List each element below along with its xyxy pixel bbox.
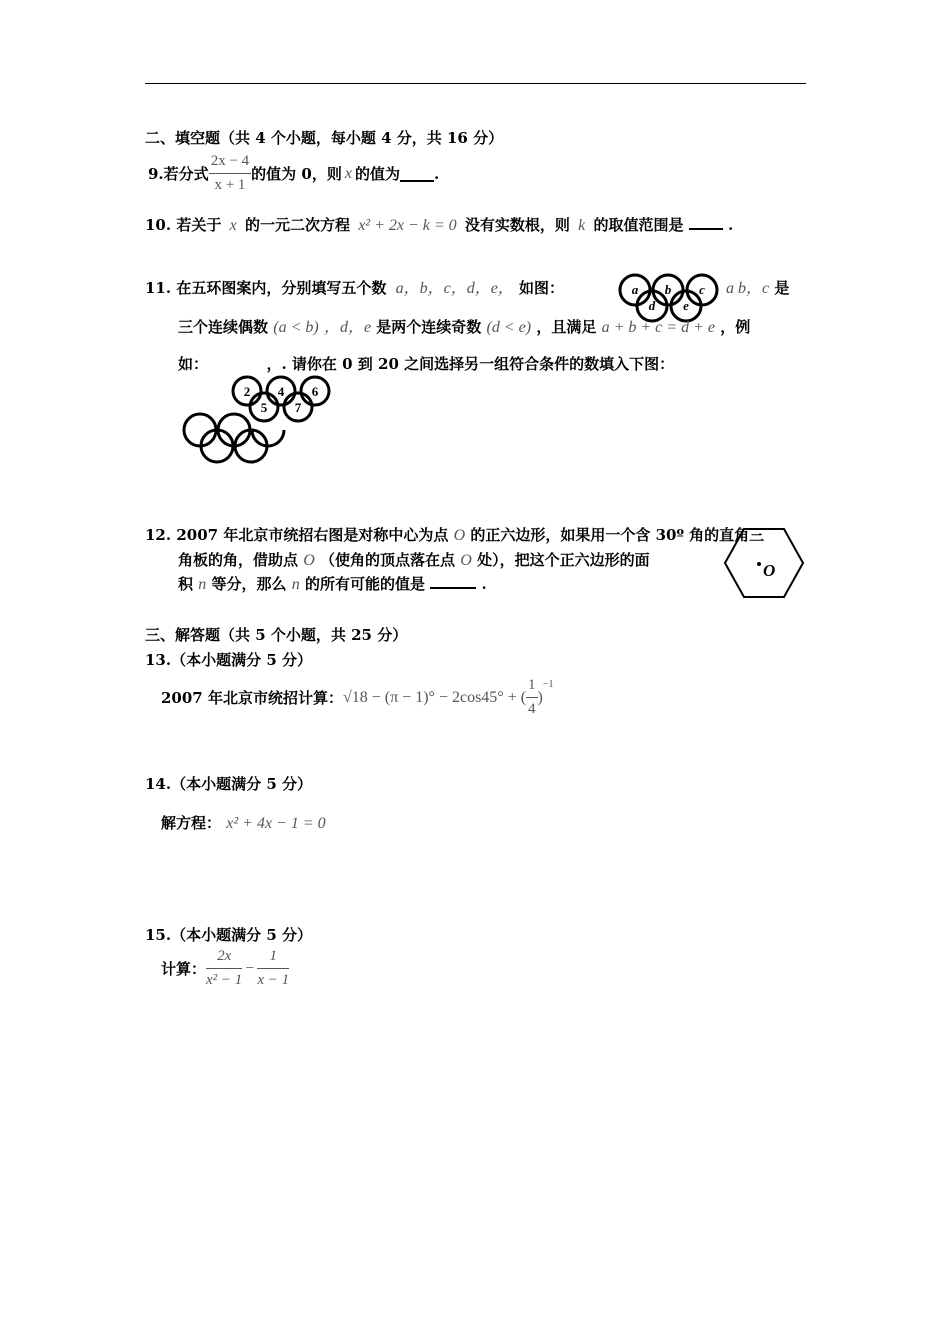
q10-equation: x² + 2x − k = 0: [358, 217, 457, 234]
q15-body: [161, 948, 289, 989]
q9-mid: 的值为 0，则: [251, 165, 342, 183]
q14-body: [161, 812, 326, 833]
section-2-heading: 二、填空题（共 4 个小题，每小题 4 分，共 16 分）: [145, 129, 504, 147]
q12-end: .: [481, 575, 487, 593]
q12-O-2: O: [303, 552, 315, 569]
q11-line1-end: 是: [774, 279, 790, 297]
q10-var: x: [229, 217, 237, 234]
q11-line3-text: ，. 请你在 0 到 20 之间选择另一组符合条件的数填入下图：: [266, 355, 675, 373]
question-10: [145, 214, 733, 235]
q12-line-2: [178, 549, 650, 570]
q12-line-1: [145, 524, 764, 545]
q11-cond3: a + b + c = d + e: [601, 319, 715, 336]
q9-fraction: [209, 153, 251, 194]
q15-frac2-num: 1: [257, 948, 289, 969]
example-number-4: 4: [277, 384, 285, 399]
q10-number: 10.: [145, 216, 172, 234]
q13-title: 13.（本小题满分 5 分）: [145, 651, 312, 669]
header-rule: [145, 83, 806, 84]
q10-end: .: [728, 216, 734, 234]
q12-line1: 2007 年北京市统招右图是对称中心为点: [176, 526, 449, 544]
q12-line3b: 等分，那么: [211, 575, 287, 593]
q11-line2-pre: 三个连续偶数: [178, 318, 269, 336]
example-number-7: 7: [294, 400, 302, 415]
q9-frac-den: x + 1: [214, 177, 246, 193]
q11-line2-mid2: 是两个连续奇数: [376, 318, 482, 336]
q11-line1-pre: 在五环图案内，分别填写五个数: [176, 279, 387, 297]
q10-mid2: 没有实数根，则: [464, 216, 570, 234]
q15-title: 15.（本小题满分 5 分）: [145, 926, 312, 944]
q11-number: 11.: [145, 279, 172, 297]
section-3-heading: 三、解答题（共 5 个小题，共 25 分）: [145, 626, 408, 644]
q11-line2-mid: ，d，e: [323, 319, 372, 336]
q11-cond1: (a < b): [273, 319, 319, 336]
q10-var2: k: [578, 217, 586, 234]
q12-line2b: （使角的顶点落在点: [320, 551, 456, 569]
q12-O-1: O: [453, 527, 466, 544]
q11-line-1: [145, 275, 564, 298]
q12-line1b: 的正六边形，如果用一个含 30º 角的直角三: [470, 526, 765, 544]
q11-line-2: [178, 314, 750, 337]
hexagon-center-label: O: [763, 561, 776, 580]
q14-text: 解方程：: [161, 814, 222, 832]
q9-var: x: [344, 164, 352, 182]
q11-line2-end: ，例: [720, 318, 751, 336]
q15-frac1-den: x² − 1: [206, 972, 243, 988]
q10-mid: 的一元二次方程: [244, 216, 350, 234]
q13-expression: √18 − (π − 1)° − 2cos45° + (: [342, 688, 527, 706]
ring-label-e: e: [683, 298, 689, 313]
q12-answer-blank[interactable]: [430, 573, 476, 589]
five-rings-blank-figure[interactable]: [180, 410, 290, 466]
regular-hexagon-figure: [722, 526, 806, 600]
q15-frac2-den: x − 1: [257, 972, 290, 988]
example-number-2: 2: [243, 384, 251, 399]
q12-number: 12.: [145, 526, 172, 544]
q12-line3c: 的所有可能的值是: [304, 575, 425, 593]
q12-line2a: 角板的角，借助点: [178, 551, 299, 569]
q11-line3-pre: 如：: [178, 355, 209, 373]
q12-line2c: 处），把这个正六边形的面: [477, 551, 650, 569]
q11-line2-mid3: ，且满足: [536, 318, 597, 336]
q11-vars: a，b，c，d，e，: [395, 280, 514, 297]
q13-frac-den: 4: [528, 701, 536, 717]
q13-frac-num: 1: [526, 677, 538, 698]
q12-n-2: n: [291, 576, 300, 593]
question-9: [148, 153, 439, 194]
q15-text: 计算：: [161, 960, 207, 978]
q12-line-3: [178, 573, 487, 594]
q15-operator: −: [245, 959, 255, 977]
ring-label-c: c: [699, 282, 705, 297]
q14-equation: x² + 4x − 1 = 0: [226, 815, 326, 832]
ring-label-d: d: [648, 298, 656, 313]
q12-line3a: 积: [178, 575, 194, 593]
q9-end: .: [433, 164, 440, 183]
ring-label-a: a: [631, 282, 639, 297]
q9-number: 9.: [148, 164, 164, 183]
q11-line-3: [178, 353, 674, 374]
q10-pre: 若关于: [176, 216, 222, 234]
q9-pre: 若分式: [163, 165, 209, 183]
q11-line1-mid: 如图：: [519, 279, 565, 297]
q15-fraction-1: [206, 948, 242, 989]
q9-post: 的值为: [354, 165, 400, 183]
q13-expression-close: ): [537, 688, 543, 706]
q15-frac1-num: 2x: [206, 948, 242, 969]
ring-label-b: b: [664, 282, 672, 297]
hexagon-center-point: [757, 562, 761, 566]
q14-title: 14.（本小题满分 5 分）: [145, 775, 312, 793]
example-number-5: 5: [260, 400, 268, 415]
q13-text: 2007 年北京市统招计算：: [161, 689, 343, 707]
q9-frac-num: 2x − 4: [209, 153, 251, 174]
q9-answer-blank[interactable]: [400, 166, 434, 182]
q12-n-1: n: [198, 576, 207, 593]
q15-fraction-2: [257, 948, 289, 989]
q11-cond2: (d < e): [486, 319, 532, 336]
q13-exponent: −1: [542, 679, 554, 690]
q10-post: 的取值范围是: [593, 216, 684, 234]
q11-line1-tail-vars: a b，c: [726, 280, 770, 297]
q13-body: [161, 677, 554, 718]
q10-answer-blank[interactable]: [689, 214, 723, 230]
q11-line-1-tail: [726, 275, 789, 298]
example-number-6: 6: [311, 384, 319, 399]
q13-fraction: [526, 677, 538, 718]
q12-O-3: O: [460, 552, 472, 569]
